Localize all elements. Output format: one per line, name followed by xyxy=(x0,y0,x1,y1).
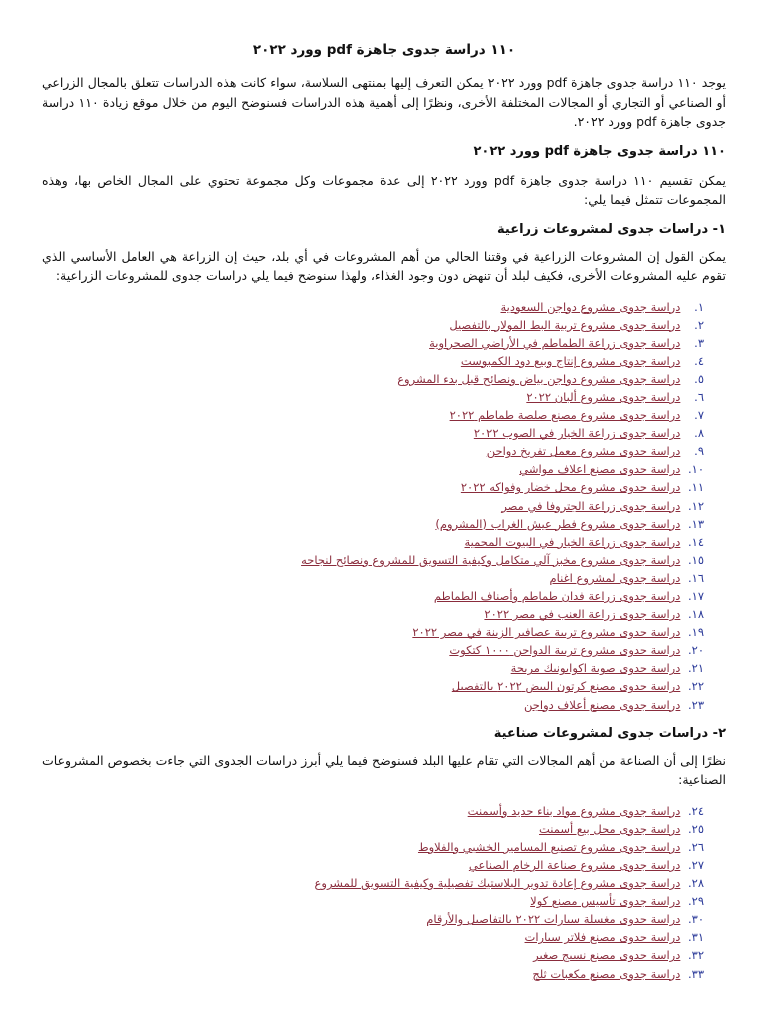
list-item-number: ١٤. xyxy=(687,534,704,549)
list-item xyxy=(42,587,704,605)
study-link[interactable]: دراسة جدوى مشروع معمل تفريخ دواجن xyxy=(486,444,681,459)
study-link[interactable]: دراسة جدوى مصنع اعلاف مواشي xyxy=(519,462,681,477)
list-item-number: ٧. xyxy=(694,408,704,423)
list-item-number: ٣٢. xyxy=(687,948,704,963)
study-link[interactable]: دراسة جدوى محل بيع أسمنت xyxy=(539,821,681,836)
list-item-number: ٢٣. xyxy=(687,697,704,712)
list-item xyxy=(42,696,704,714)
section-paragraph: يمكن تقسيم ١١٠ دراسة جدوى جاهزة pdf وورد ٢٠٢٢ إلى عدة مجموعات وكل مجموعة تحتوي على المجال الخاص بها، وهذه المجموعات تتمثل فيما يلي: xyxy=(42,172,727,207)
list-item-number: ٦. xyxy=(694,389,704,404)
study-link[interactable]: دراسة جدوى مصنع فلاتر سيارات xyxy=(524,930,681,945)
study-link[interactable]: دراسة جدوى زراعة الخيار في الصوب ٢٠٢٢ xyxy=(473,426,681,441)
subsection-heading: ٢- دراسات جدوى لمشروعات صناعية xyxy=(493,725,726,741)
study-link[interactable]: دراسة جدوى مشروع تربية الدواجن ١٠٠٠ كتكوت xyxy=(449,643,681,658)
list-item-number: ٢٠. xyxy=(687,643,704,658)
study-link[interactable]: دراسة جدوى تأسيس مصنع كولا xyxy=(530,894,681,909)
study-link[interactable]: دراسة جدوى لمشروع اغنام xyxy=(549,570,681,585)
list-item-number: ١٧. xyxy=(687,589,704,603)
list-item xyxy=(42,334,704,352)
list-item-number: ٢٦. xyxy=(687,839,704,854)
list-item-number: ٢٢. xyxy=(687,679,704,694)
study-link[interactable]: دراسة جدوى مشروع دواجن السعودية xyxy=(500,299,681,314)
subsection-heading: ١- دراسات جدوى لمشروعات زراعية xyxy=(497,221,726,237)
study-link[interactable]: دراسة جدوى مشروع تربية عصافير الزينة في مصر ٢٠٢٢ xyxy=(412,625,681,640)
list-item xyxy=(42,928,704,946)
studies-list xyxy=(42,802,726,983)
list-item xyxy=(42,946,704,964)
study-link[interactable]: دراسة جدوى مشروع فطر عيش الغراب (المشروم) xyxy=(435,516,681,531)
list-item xyxy=(42,370,704,388)
list-item-number: ٢. xyxy=(694,317,704,332)
study-link[interactable]: دراسة جدوى مشروع دواجن بياض ونصائح قبل بدء المشروع xyxy=(397,371,681,386)
list-item-number: ٤. xyxy=(694,353,704,368)
list-item-number: ١٢. xyxy=(687,498,704,513)
list-item xyxy=(42,838,704,856)
list-item-number: ٢٨. xyxy=(687,876,704,891)
list-item-number: ١. xyxy=(694,299,704,314)
list-item xyxy=(42,965,704,983)
list-item xyxy=(42,316,704,334)
study-link[interactable]: دراسة جدوى مصنع نسيج صغير xyxy=(533,948,681,963)
study-link[interactable]: دراسة جدوى مشروع مخبز آلي متكامل وكيفية التسويق للمشروع ونصائح لنجاحه xyxy=(301,552,681,567)
list-item xyxy=(42,910,704,928)
list-item-number: ٢٤. xyxy=(687,803,704,818)
list-item xyxy=(42,442,704,460)
list-item xyxy=(42,874,704,892)
list-item-number: ٨. xyxy=(694,426,704,441)
list-item xyxy=(42,856,704,874)
list-item xyxy=(42,533,704,551)
list-item xyxy=(42,424,704,442)
list-item xyxy=(42,478,704,496)
subsection-paragraph: يمكن القول إن المشروعات الزراعية في وقتنا الحالي من أهم المشروعات في أي بلد، حيث إن الزراعة هي العامل الأساسي الذي تقوم عليه المشروعات الأخرى، فكيف لبلد أن تنهض دون وجود الغذاء، ولهذا سنوضح فيما يلي دراسات جدوى للمشروعات الزراعية: xyxy=(42,248,726,283)
study-link[interactable]: دراسة جدوى مصنع مكعبات ثلج xyxy=(532,966,681,981)
subsection-paragraph: نظرًا إلى أن الصناعة من أهم المجالات التي تقام عليها البلد فسنوضح فيما يلي أبرز دراسات الجدوى التي جاءت بخصوص المشروعات الصناعية: xyxy=(42,752,726,788)
study-link[interactable]: دراسة جدوى مصنع كرتون البيض ٢٠٢٢ بالتفصيل xyxy=(451,679,681,694)
study-link[interactable]: دراسة جدوى زراعة فدان طماطم وأصناف الطماطم xyxy=(433,589,681,603)
list-item xyxy=(42,641,704,659)
section-heading: ١١٠ دراسة جدوى جاهزة pdf وورد ٢٠٢٢ xyxy=(473,143,726,159)
list-item-number: ١١. xyxy=(687,480,704,495)
list-item-number: ٣. xyxy=(694,335,704,350)
study-link[interactable]: دراسة جدوى مصنع أعلاف دواجن xyxy=(524,697,681,712)
list-item-number: ٢٥. xyxy=(687,821,704,836)
study-link[interactable]: دراسة جدوى مشروع تربية البط المولار بالتفصيل xyxy=(449,317,681,332)
study-link[interactable]: دراسة جدوى مغسلة سيارات ٢٠٢٢ بالتفاصيل والأرقام xyxy=(426,912,681,927)
study-link[interactable]: دراسة جدوى مشروع مصنع صلصة طماطم ٢٠٢٢ xyxy=(449,408,681,423)
list-item xyxy=(42,623,704,641)
list-item xyxy=(42,497,704,515)
list-item-number: ٥. xyxy=(694,371,704,386)
list-item-number: ٩. xyxy=(694,444,704,459)
study-link[interactable]: دراسة جدوى مشروع إنتاج وبيع دود الكمبوست xyxy=(460,353,681,368)
list-item-number: ١٥. xyxy=(687,552,704,567)
list-item-number: ١٨. xyxy=(687,607,704,622)
study-link[interactable]: دراسة جدوى زراعة الجتروفا في مصر xyxy=(501,498,681,513)
list-item xyxy=(42,406,704,424)
list-item-number: ١٩. xyxy=(687,625,704,640)
list-item xyxy=(42,460,704,478)
study-link[interactable]: دراسة جدوى صوبة اكوابونيك مربحة xyxy=(510,661,681,676)
list-item-number: ٢١. xyxy=(687,661,704,676)
list-item xyxy=(42,677,704,695)
studies-list xyxy=(42,298,726,714)
study-link[interactable]: دراسة جدوى مشروع تصنيع المسامير الخشبي والفلاوط xyxy=(417,839,681,854)
list-item xyxy=(42,569,704,587)
intro-paragraph: يوجد ١١٠ دراسة جدوى جاهزة pdf وورد ٢٠٢٢ يمكن التعرف إليها بمنتهى السلاسة، سواء كانت هذه الدراسات تتعلق بالمجال الزراعي أو الصناعي أو التجاري أو المجالات المختلفة الأخرى، ونظرًا إلى أهمية هذه الدراسات فسنوضح اليوم من خلال موقع زيادة ١١٠ دراسة جدوى جاهزة pdf وورد ٢٠٢٢. xyxy=(42,75,726,129)
study-link[interactable]: دراسة جدوى زراعة الخيار في البيوت المحمية xyxy=(464,534,681,549)
list-item xyxy=(42,892,704,910)
list-item xyxy=(42,551,704,569)
list-item xyxy=(42,298,704,316)
study-link[interactable]: دراسة جدوى مشروع ألبان ٢٠٢٢ xyxy=(526,389,681,404)
study-link[interactable]: دراسة جدوى مشروع صناعة الرخام الصناعي xyxy=(468,857,681,872)
list-item-number: ٣١. xyxy=(687,930,704,945)
list-item xyxy=(42,388,704,406)
list-item xyxy=(42,605,704,623)
study-link[interactable]: دراسة جدوى زراعة الطماطم في الأراضي الصحراوية xyxy=(429,335,681,350)
list-item xyxy=(42,802,704,820)
list-item xyxy=(42,515,704,533)
sections-container xyxy=(42,222,726,983)
study-link[interactable]: دراسة جدوى مشروع إعادة تدوير البلاستيك تفصيلية وكيفية التسويق للمشروع xyxy=(314,876,681,891)
list-item-number: ٢٧. xyxy=(687,857,704,872)
list-item xyxy=(42,659,704,677)
list-item-number: ٣٣. xyxy=(687,966,704,981)
list-item-number: ٢٩. xyxy=(687,894,704,909)
list-item-number: ٣٠. xyxy=(687,912,704,927)
study-link[interactable]: دراسة جدوى مشروع مواد بناء حديد وأسمنت xyxy=(467,803,681,818)
list-item-number: ١٠. xyxy=(687,462,704,477)
document-title: ١١٠ دراسة جدوى جاهزة pdf وورد ٢٠٢٢ xyxy=(252,42,516,58)
study-link[interactable]: دراسة جدوى زراعة العنب في مصر ٢٠٢٢ xyxy=(484,607,681,622)
list-item-number: ١٣. xyxy=(687,516,704,531)
list-item xyxy=(42,352,704,370)
list-item xyxy=(42,820,704,838)
list-item-number: ١٦. xyxy=(687,570,704,585)
study-link[interactable]: دراسة جدوى مشروع محل خضار وفواكه ٢٠٢٢ xyxy=(460,480,681,495)
